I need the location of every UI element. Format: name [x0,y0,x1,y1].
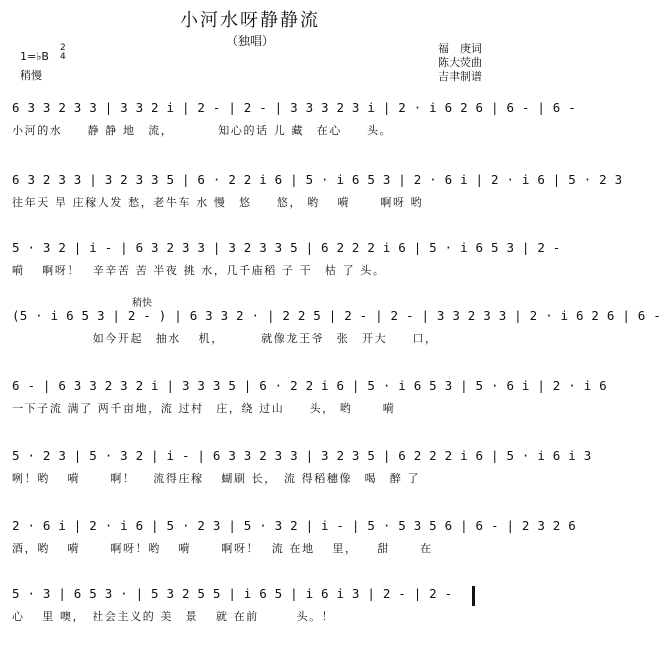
meter-bottom: 4 [60,52,66,62]
key-signature: 1=♭B [20,50,49,63]
lyric-line: 如今开起 抽水 机， 就像龙王爷 张 开大 口， [12,332,438,345]
notation-line: 2 · 6 i | 2 · i 6 | 5 · 2 3 | 5 · 3 2 | i - | 5 · 5 3 5 6 | 6 - | 2 3 2 6 [12,518,576,533]
lyric-line: 酒，哟 嗬 啊呀！哟 嗬 啊呀！ 流 在地 里， 甜 在 [12,542,433,555]
lyric-line: 嗬 啊呀！ 辛辛苦 苦 半夜 挑 水，几千庙稻 子 干 枯 了 头。 [12,264,386,277]
lyric-line: 一下子流 满了 两千亩地，流 过村 庄，绕 过山 头， 哟 嗬 [12,402,396,415]
composer-credit: 陈大荧曲 [438,56,482,69]
time-signature [60,44,66,62]
notation-line: 6 - | 6 3 3 2 3 2 i | 3 3 3 5 | 6 · 2 2 i 6 | 5 · i 6 5 3 | 5 · 6 i | 2 · i 6 [12,378,607,393]
notation-line: 5 · 2 3 | 5 · 3 2 | i - | 6 3 3 2 3 3 | 3 2 3 5 | 6 2 2 2 i 6 | 5 · i 6 i 3 [12,448,592,463]
notation-line: 6 3 2 3 3 | 3 2 3 3 5 | 6 · 2 2 i 6 | 5 · i 6 5 3 | 2 · 6 i | 2 · i 6 | 5 · 2 3 [12,172,623,187]
notation-line: (5 · i 6 5 3 | 2 - ) | 6 3 3 2 · | 2 2 5 | 2 - | 2 - | 3 3 2 3 3 | 2 · i 6 2 6 | 6 - [12,308,661,323]
song-title: 小河水呀静静流 [180,10,320,31]
lyric-line: 咧！哟 嗬 啊！ 流得庄稼 蝴刷 长， 流 得稻穗像 喝 醉 了 [12,472,421,485]
notation-line: 5 · 3 2 | i - | 6 3 2 3 3 | 3 2 3 3 5 | 6 2 2 2 i 6 | 5 · i 6 5 3 | 2 - [12,240,561,255]
credits-block [438,42,482,84]
song-subtitle: （独唱） [225,34,274,48]
lyric-line: 小河的水 静 静 地 流， 知心的话 儿 藏 在心 头。 [12,124,393,137]
lyric-line: 心 里 噢， 社会主义的 美 景 就 在前 头。！ [12,610,335,623]
lyric-line: 往年天 旱 庄稼人发 愁，老牛车 水 慢 悠 悠， 哟 嗬 啊呀 哟 [12,196,424,209]
final-barline [472,586,475,606]
notation-line: 6 3 3 2 3 3 | 3 3 2 i | 2 - | 2 - | 3 3 3 2 3 i | 2 · i 6 2 6 | 6 - | 6 - [12,100,576,115]
lyricist-credit: 福 庚词 [438,42,482,55]
meter-top: 2 [60,43,66,53]
tempo-marking: 稍慢 [20,69,42,82]
tempo-change-marking: 稍快 [132,298,152,309]
notation-line: 5 · 3 | 6 5 3 · | 5 3 2 5 5 | i 6 5 | i 6 i 3 | 2 - | 2 - [12,586,453,601]
arranger-credit: 吉聿制谱 [438,70,482,83]
